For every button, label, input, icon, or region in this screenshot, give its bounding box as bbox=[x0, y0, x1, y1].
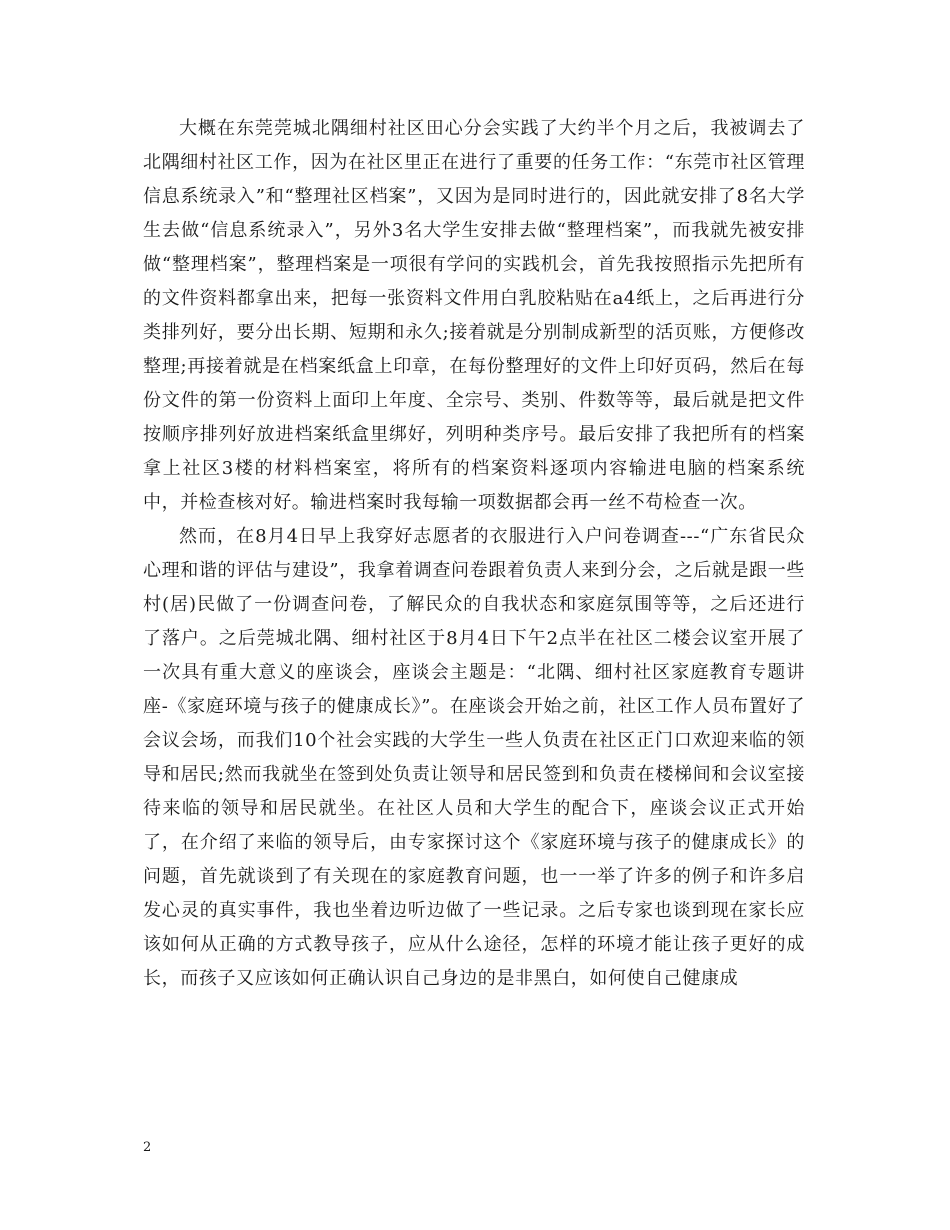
document-body bbox=[143, 112, 805, 996]
paragraph-1: 大概在东莞莞城北隅细村社区田心分会实践了大约半个月之后，我被调去了北隅细村社区工作，因为在社区里正在进行了重要的任务工作：“东莞市社区管理信息系统录入”和“整理社区档案”，又因为是同时进行的，因此就安排了8名大学生去做“信息系统录入”，另外3名大学生安排去做“整理档案”，而我就先被安排做“整理档案”，整理档案是一项很有学问的实践机会，首先我按照指示先把所有的文件资料都拿出来，把每一张资料文件用白乳胶粘贴在a4纸上，之后再进行分类排列好，要分出长期、短期和永久;接着就是分别制成新型的活页账，方便修改整理;再接着就是在档案纸盒上印章，在每份整理好的文件上印好页码，然后在每份文件的第一份资料上面印上年度、全宗号、类别、件数等等，最后就是把文件按顺序排列好放进档案纸盒里绑好，列明种类序号。最后安排了我把所有的档案拿上社区3楼的材料档案室，将所有的档案资料逐项内容输进电脑的档案系统中，并检查核对好。输进档案时我每输一项数据都会再一丝不苟检查一次。 bbox=[143, 118, 805, 513]
paragraph-2: 然而，在8月4日早上我穿好志愿者的衣服进行入户问卷调查---“广东省民众心理和谐的评估与建设”，我拿着调查问卷跟着负责人来到分会，之后就是跟一些村(居)民做了一份调查问卷，了解民众的自我状态和家庭氛围等等，之后还进行了落户。之后莞城北隅、细村社区于8月4日下午2点半在社区二楼会议室开展了一次具有重大意义的座谈会，座谈会主题是：“北隅、细村社区家庭教育专题讲座-《家庭环境与孩子的健康成长》”。在座谈会开始之前，社区工作人员布置好了会议会场，而我们10个社会实践的大学生一些人负责在社区正门口欢迎来临的领导和居民;然而我就坐在签到处负责让领导和居民签到和负责在楼梯间和会议室接待来临的领导和居民就坐。在社区人员和大学生的配合下，座谈会议正式开始了，在介绍了来临的领导后，由专家探讨这个《家庭环境与孩子的健康成长》的问题，首先就谈到了有关现在的家庭教育问题，也一一举了许多的例子和许多启发心灵的真实事件，我也坐着边听边做了一些记录。之后专家也谈到现在家长应该如何从正确的方式教导孩子，应从什么途径，怎样的环境才能让孩子更好的成长，而孩子又应该如何正确认识自己身边的是非黑白，如何使自己健康成 bbox=[143, 526, 805, 989]
page-number: 2 bbox=[143, 1140, 152, 1155]
